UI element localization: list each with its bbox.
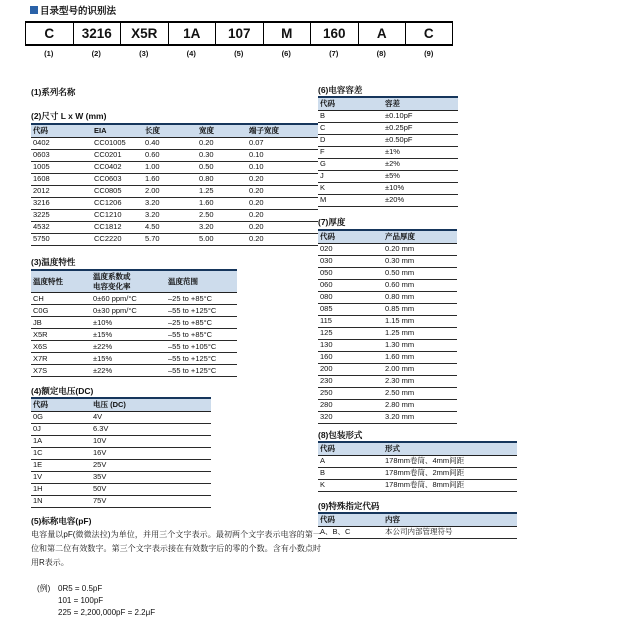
table-row	[31, 161, 318, 173]
table-cell: 3.20	[143, 197, 197, 209]
thickness-table	[318, 229, 457, 424]
table-row	[318, 526, 517, 538]
table-cell: K	[318, 182, 383, 194]
table-cell: 5750	[31, 233, 92, 245]
section-4-title: (4)额定电压(DC)	[31, 386, 94, 396]
table-cell: 0.20	[247, 209, 318, 221]
table-cell: 5.00	[197, 233, 247, 245]
table-cell: CC1206	[92, 197, 143, 209]
table-cell: –25 to +85°C	[166, 317, 237, 329]
part-number-code: C	[405, 23, 453, 46]
table-header-row	[31, 270, 237, 293]
part-number-segment	[215, 23, 263, 58]
table-row	[318, 243, 457, 255]
table-cell: 16V	[91, 447, 211, 459]
table-cell: 1H	[31, 483, 91, 495]
table-cell: 0.20	[197, 137, 247, 149]
table-cell: 4.50	[143, 221, 197, 233]
table-row	[31, 341, 237, 353]
table-cell: ±22%	[91, 341, 166, 353]
table-cell: 085	[318, 303, 383, 315]
table-cell: D	[318, 134, 383, 146]
table-cell: 3.20	[143, 209, 197, 221]
table-cell: 130	[318, 339, 383, 351]
table-row	[318, 291, 457, 303]
table-cell: ±15%	[91, 353, 166, 365]
table-cell: 0.20 mm	[383, 243, 457, 255]
table-cell: 020	[318, 243, 383, 255]
table-cell: CC0402	[92, 161, 143, 173]
table-row	[318, 411, 457, 423]
part-number-code: A	[358, 23, 406, 46]
table-row	[318, 399, 457, 411]
column-header: 代码	[318, 513, 383, 526]
title-square-icon	[30, 6, 38, 14]
table-row	[31, 365, 237, 377]
table-cell: 060	[318, 279, 383, 291]
column-header: 温度范围	[166, 270, 237, 293]
table-cell: 115	[318, 315, 383, 327]
table-cell: ±1%	[383, 146, 458, 158]
table-row	[31, 221, 318, 233]
table-cell: X7R	[31, 353, 91, 365]
table-cell: 0.30	[197, 149, 247, 161]
table-cell: 50V	[91, 483, 211, 495]
part-number-code: X5R	[120, 23, 168, 46]
section-8-title: (8)包装形式	[318, 430, 363, 440]
table-row	[31, 305, 237, 317]
part-number-code: M	[263, 23, 311, 46]
table-cell: 2.00	[143, 185, 197, 197]
table-cell: 1V	[31, 471, 91, 483]
table-cell: 250	[318, 387, 383, 399]
table-cell: 1.00	[143, 161, 197, 173]
table-cell: 1N	[31, 495, 91, 507]
table-cell: 0.07	[247, 137, 318, 149]
table-cell: 0.20	[247, 233, 318, 245]
table-row	[31, 459, 211, 471]
table-row	[31, 329, 237, 341]
capacitance-description: 电容量以pF(微微法拉)为单位，并用三个文字表示。最初两个文字表示电容的第一位和第二位有效数字。第三个文字表示接在有效数字后的零的个数。含有小数点时用R表示。	[31, 530, 321, 567]
capacitance-example: 101 = 100pF	[58, 596, 104, 605]
table-row	[31, 293, 237, 305]
table-row	[318, 351, 457, 363]
table-cell: G	[318, 158, 383, 170]
table-cell: X6S	[31, 341, 91, 353]
part-number-index: (4)	[186, 49, 196, 58]
table-cell: M	[318, 194, 383, 206]
table-cell: CH	[31, 293, 91, 305]
table-cell: 4532	[31, 221, 92, 233]
part-number-code: C	[25, 23, 73, 46]
table-row	[318, 182, 458, 194]
section-6-title: (6)电容容差	[318, 85, 363, 95]
table-cell: 0.50	[197, 161, 247, 173]
table-cell: 本公司内部管理符号	[383, 526, 517, 538]
part-number-index: (6)	[281, 49, 291, 58]
table-row	[31, 137, 318, 149]
table-row	[31, 447, 211, 459]
table-row	[318, 315, 457, 327]
dimensions-table	[31, 123, 318, 246]
column-header: 代码	[31, 124, 92, 137]
table-cell: 1608	[31, 173, 92, 185]
table-cell: 0±60 ppm/°C	[91, 293, 166, 305]
table-cell: 1E	[31, 459, 91, 471]
part-number-index: (2)	[91, 49, 101, 58]
section-3-title: (3)温度特性	[31, 257, 76, 267]
table-cell: C	[318, 122, 383, 134]
table-cell: 050	[318, 267, 383, 279]
table-cell: 4V	[91, 411, 211, 423]
table-row	[318, 110, 458, 122]
table-cell: 0.80	[197, 173, 247, 185]
table-row	[318, 267, 457, 279]
table-cell: ±22%	[91, 365, 166, 377]
table-cell: CC0805	[92, 185, 143, 197]
table-row	[318, 375, 457, 387]
table-cell: 3216	[31, 197, 92, 209]
table-row	[31, 209, 318, 221]
table-header-row	[318, 97, 458, 110]
table-header-row	[318, 513, 517, 526]
table-cell: ±0.25pF	[383, 122, 458, 134]
table-cell: 3225	[31, 209, 92, 221]
capacitance-example: 0R5 = 0.5pF	[58, 584, 103, 593]
table-cell: ±0.50pF	[383, 134, 458, 146]
column-header: 温度特性	[31, 270, 91, 293]
column-header: 长度	[143, 124, 197, 137]
column-header: EIA	[92, 124, 143, 137]
table-cell: CC1210	[92, 209, 143, 221]
table-cell: 080	[318, 291, 383, 303]
table-cell: 0.20	[247, 173, 318, 185]
part-number-index: (9)	[424, 49, 434, 58]
table-cell: 1005	[31, 161, 92, 173]
table-cell: CC01005	[92, 137, 143, 149]
table-cell: ±0.10pF	[383, 110, 458, 122]
table-cell: K	[318, 479, 383, 491]
table-cell: 0.85 mm	[383, 303, 457, 315]
table-cell: A	[318, 455, 383, 467]
section-2-title: (2)尺寸 L x W (mm)	[31, 111, 107, 121]
table-cell: A、B、C	[318, 526, 383, 538]
table-row	[318, 170, 458, 182]
table-cell: CC0201	[92, 149, 143, 161]
special-code-table	[318, 512, 517, 539]
part-number-index: (3)	[139, 49, 149, 58]
table-cell: –55 to +85°C	[166, 329, 237, 341]
column-header: 内容	[383, 513, 517, 526]
table-cell: 230	[318, 375, 383, 387]
part-number-segment	[73, 23, 121, 58]
table-cell: ±5%	[383, 170, 458, 182]
table-row	[318, 303, 457, 315]
table-cell: 2.30 mm	[383, 375, 457, 387]
table-cell: 1C	[31, 447, 91, 459]
table-row	[31, 197, 318, 209]
part-number-index: (1)	[44, 49, 54, 58]
column-header: 温度系数或 电容变化率	[91, 270, 166, 293]
table-cell: –25 to +85°C	[166, 293, 237, 305]
table-cell: 2.50	[197, 209, 247, 221]
table-row	[31, 185, 318, 197]
table-row	[31, 495, 211, 507]
part-number-code: 1A	[168, 23, 216, 46]
table-cell: 1.25 mm	[383, 327, 457, 339]
table-cell: 125	[318, 327, 383, 339]
table-header-row	[318, 442, 517, 455]
column-header: 宽度	[197, 124, 247, 137]
table-cell: 0.60 mm	[383, 279, 457, 291]
table-cell: 0603	[31, 149, 92, 161]
table-cell: 0.10	[247, 161, 318, 173]
table-header-row	[31, 124, 318, 137]
part-number-segment	[168, 23, 216, 58]
table-cell: –55 to +125°C	[166, 305, 237, 317]
table-cell: CC1812	[92, 221, 143, 233]
column-header: 代码	[318, 97, 383, 110]
table-cell: –55 to +125°C	[166, 365, 237, 377]
table-row	[318, 134, 458, 146]
table-row	[31, 317, 237, 329]
table-cell: 2.50 mm	[383, 387, 457, 399]
part-number-segment	[405, 23, 453, 58]
section-9-title: (9)特殊指定代码	[318, 501, 380, 511]
table-cell: ±2%	[383, 158, 458, 170]
table-header-row	[318, 230, 457, 243]
tolerance-table	[318, 96, 458, 207]
column-header: 电压 (DC)	[91, 398, 211, 411]
table-cell: 0.60	[143, 149, 197, 161]
table-cell: 1.30 mm	[383, 339, 457, 351]
page-title-text: 目录型号的识别法	[40, 6, 117, 17]
table-cell: C0G	[31, 305, 91, 317]
table-cell: F	[318, 146, 383, 158]
table-row	[31, 435, 211, 447]
table-cell: ±10%	[91, 317, 166, 329]
table-header-row	[31, 398, 211, 411]
table-cell: 0J	[31, 423, 91, 435]
part-number-index: (7)	[329, 49, 339, 58]
part-number-code: 107	[215, 23, 263, 46]
part-number-index: (5)	[234, 49, 244, 58]
capacitance-examples	[37, 583, 155, 619]
column-header: 代码	[31, 398, 91, 411]
table-cell: ±15%	[91, 329, 166, 341]
table-row	[31, 411, 211, 423]
table-row	[31, 149, 318, 161]
table-cell: 75V	[91, 495, 211, 507]
column-header: 产品厚度	[383, 230, 457, 243]
table-cell: 0.20	[247, 221, 318, 233]
column-header: 端子宽度	[247, 124, 318, 137]
part-number-segment	[120, 23, 168, 58]
table-cell: 0G	[31, 411, 91, 423]
table-cell: 3.20	[197, 221, 247, 233]
table-row	[318, 146, 458, 158]
table-cell: 178mm卷筒、8mm间距	[383, 479, 517, 491]
table-cell: 178mm卷筒、4mm间距	[383, 455, 517, 467]
table-cell: 1.60 mm	[383, 351, 457, 363]
table-cell: 1A	[31, 435, 91, 447]
examples-list	[58, 583, 155, 619]
table-row	[318, 279, 457, 291]
table-cell: X7S	[31, 365, 91, 377]
table-cell: 5.70	[143, 233, 197, 245]
part-number-row	[25, 21, 453, 58]
voltage-table	[31, 397, 211, 508]
table-cell: 1.60	[197, 197, 247, 209]
table-cell: 35V	[91, 471, 211, 483]
table-cell: –55 to +105°C	[166, 341, 237, 353]
section-5-title: (5)标称电容(pF)	[31, 516, 92, 526]
part-number-segment	[25, 23, 73, 58]
table-cell: 2012	[31, 185, 92, 197]
table-row	[318, 122, 458, 134]
table-cell: X5R	[31, 329, 91, 341]
table-row	[31, 483, 211, 495]
table-cell: 3.20 mm	[383, 411, 457, 423]
packaging-table	[318, 441, 517, 492]
table-cell: 030	[318, 255, 383, 267]
table-cell: ±10%	[383, 182, 458, 194]
table-cell: 0.40	[143, 137, 197, 149]
part-number-segment	[358, 23, 406, 58]
table-cell: 1.25	[197, 185, 247, 197]
table-row	[318, 255, 457, 267]
page-title	[30, 3, 116, 17]
examples-label: (例)	[37, 584, 51, 593]
table-cell: 0.50 mm	[383, 267, 457, 279]
table-cell: CC0603	[92, 173, 143, 185]
table-cell: 0.20	[247, 185, 318, 197]
column-header: 容差	[383, 97, 458, 110]
table-cell: 0.30 mm	[383, 255, 457, 267]
part-number-segment	[310, 23, 358, 58]
column-header: 代码	[318, 442, 383, 455]
table-cell: CC2220	[92, 233, 143, 245]
table-row	[318, 479, 517, 491]
table-row	[318, 327, 457, 339]
table-row	[318, 194, 458, 206]
table-cell: 0.10	[247, 149, 318, 161]
table-cell: 10V	[91, 435, 211, 447]
table-cell: B	[318, 110, 383, 122]
table-cell: –55 to +125°C	[166, 353, 237, 365]
table-cell: 0.20	[247, 197, 318, 209]
section-7-title: (7)厚度	[318, 217, 346, 227]
temperature-table	[31, 269, 237, 377]
table-row	[318, 387, 457, 399]
table-row	[318, 455, 517, 467]
table-cell: B	[318, 467, 383, 479]
table-row	[31, 423, 211, 435]
table-cell: 160	[318, 351, 383, 363]
table-cell: 0.80 mm	[383, 291, 457, 303]
column-header: 形式	[383, 442, 517, 455]
table-cell: 25V	[91, 459, 211, 471]
table-cell: 178mm卷筒、2mm间距	[383, 467, 517, 479]
part-number-index: (8)	[376, 49, 386, 58]
table-row	[318, 467, 517, 479]
column-header: 代码	[318, 230, 383, 243]
table-cell: 200	[318, 363, 383, 375]
table-row	[31, 353, 237, 365]
table-cell: ±20%	[383, 194, 458, 206]
table-cell: 0402	[31, 137, 92, 149]
table-cell: JB	[31, 317, 91, 329]
table-row	[318, 363, 457, 375]
capacitance-example: 225 = 2,200,000pF = 2.2μF	[58, 608, 156, 617]
table-row	[31, 173, 318, 185]
section-1-title: (1)系列名称	[31, 87, 76, 97]
table-cell: 2.00 mm	[383, 363, 457, 375]
table-row	[31, 471, 211, 483]
table-cell: 280	[318, 399, 383, 411]
table-cell: 1.60	[143, 173, 197, 185]
table-row	[31, 233, 318, 245]
table-cell: 6.3V	[91, 423, 211, 435]
table-row	[318, 339, 457, 351]
table-cell: 320	[318, 411, 383, 423]
table-cell: 1.15 mm	[383, 315, 457, 327]
table-cell: 0±30 ppm/°C	[91, 305, 166, 317]
table-cell: J	[318, 170, 383, 182]
table-cell: 2.80 mm	[383, 399, 457, 411]
part-number-code: 160	[310, 23, 358, 46]
part-number-segment	[263, 23, 311, 58]
part-number-code: 3216	[73, 23, 121, 46]
table-row	[318, 158, 458, 170]
